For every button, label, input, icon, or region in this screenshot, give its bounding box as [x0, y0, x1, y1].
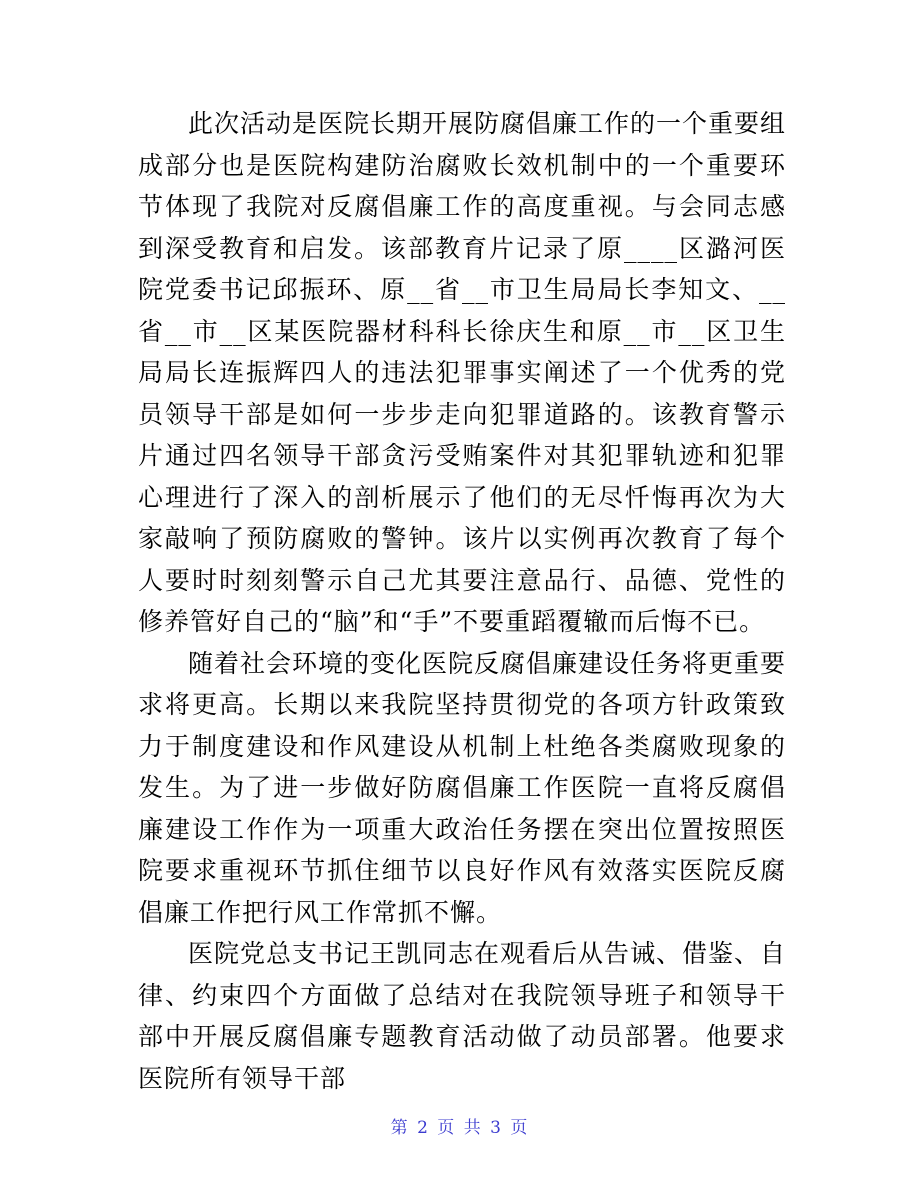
paragraph-2: 随着社会环境的变化医院反腐倡廉建设任务将更重要求将更高。长期以来我院坚持贯彻党的各项方针政策致力于制度建设和作风建设从机制上杜绝各类腐败现象的发生。为了进一步做好防腐倡廉工作医院一直将反腐倡廉建设工作作为一项重大政治任务摆在突出位置按照医院要求重视环节抓住细节以良好作风有效落实医院反腐倡廉工作把行风工作常抓不懈。	[138, 648, 787, 927]
document-body	[138, 103, 786, 1099]
paragraph-1: 此次活动是医院长期开展防腐倡廉工作的一个重要组成部分也是医院构建防治腐败长效机制中的一个重要环节体现了我院对反腐倡廉工作的高度重视。与会同志感到深受教育和启发。该部教育片记录了原____区潞河医院党委书记邱振环、原__省__市卫生局局长李知文、__省__市__区某医院器材科科长徐庆生和原__市__区卫生局局长连振辉四人的违法犯罪事实阐述了一个优秀的党员领导干部是如何一步步走向犯罪道路的。该教育警示片通过四名领导干部贪污受贿案件对其犯罪轨迹和犯罪心理进行了深入的剖析展示了他们的无尽忏悔再次为大家敲响了预防腐败的警钟。该片以实例再次教育了每个人要时时刻刻警示自己尤其要注意品行、品德、党性的修养管好自己的“脑”和“手”不要重蹈覆辙而后悔不已。	[138, 109, 787, 636]
paragraph-3: 医院党总支书记王凯同志在观看后从告诫、借鉴、自律、约束四个方面做了总结对在我院领导班子和领导干部中开展反腐倡廉专题教育活动做了动员部署。他要求医院所有领导干部	[138, 939, 787, 1093]
page-number-footer: 第 2 页 共 3 页	[390, 1118, 530, 1138]
